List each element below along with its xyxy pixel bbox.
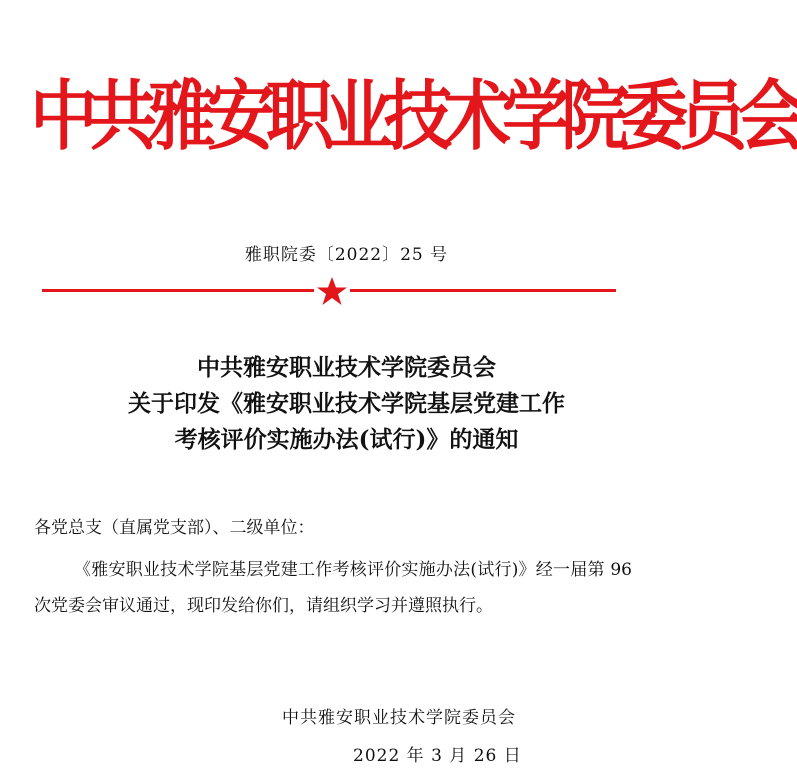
signer: 中共雅安职业技术学院委员会	[282, 708, 516, 728]
title-line-1: 中共雅安职业技术学院委员会	[197, 354, 496, 381]
title-line-2: 关于印发《雅安职业技术学院基层党建工作	[128, 390, 565, 417]
document-title	[0, 350, 693, 458]
salutation: 各党总支（直属党支部）、二级单位：	[34, 518, 315, 538]
issue-date: 2022 年 3 月 26 日	[353, 746, 522, 766]
document-number: 雅职院委〔2022〕25 号	[244, 245, 449, 265]
title-line-3: 考核评价实施办法(试行)》的通知	[174, 426, 519, 453]
red-divider-left	[42, 289, 314, 292]
red-header-masthead: 中共雅安职业技术学院委员会	[30, 73, 797, 162]
body-paragraph: 《雅安职业技术学院基层党建工作考核评价实施办法(试行)》经一届第 96 次党委会审议通过，现印发给你们，请组织学习并遵照执行。	[34, 560, 632, 616]
star-icon	[315, 276, 349, 306]
red-divider-right	[350, 289, 616, 292]
